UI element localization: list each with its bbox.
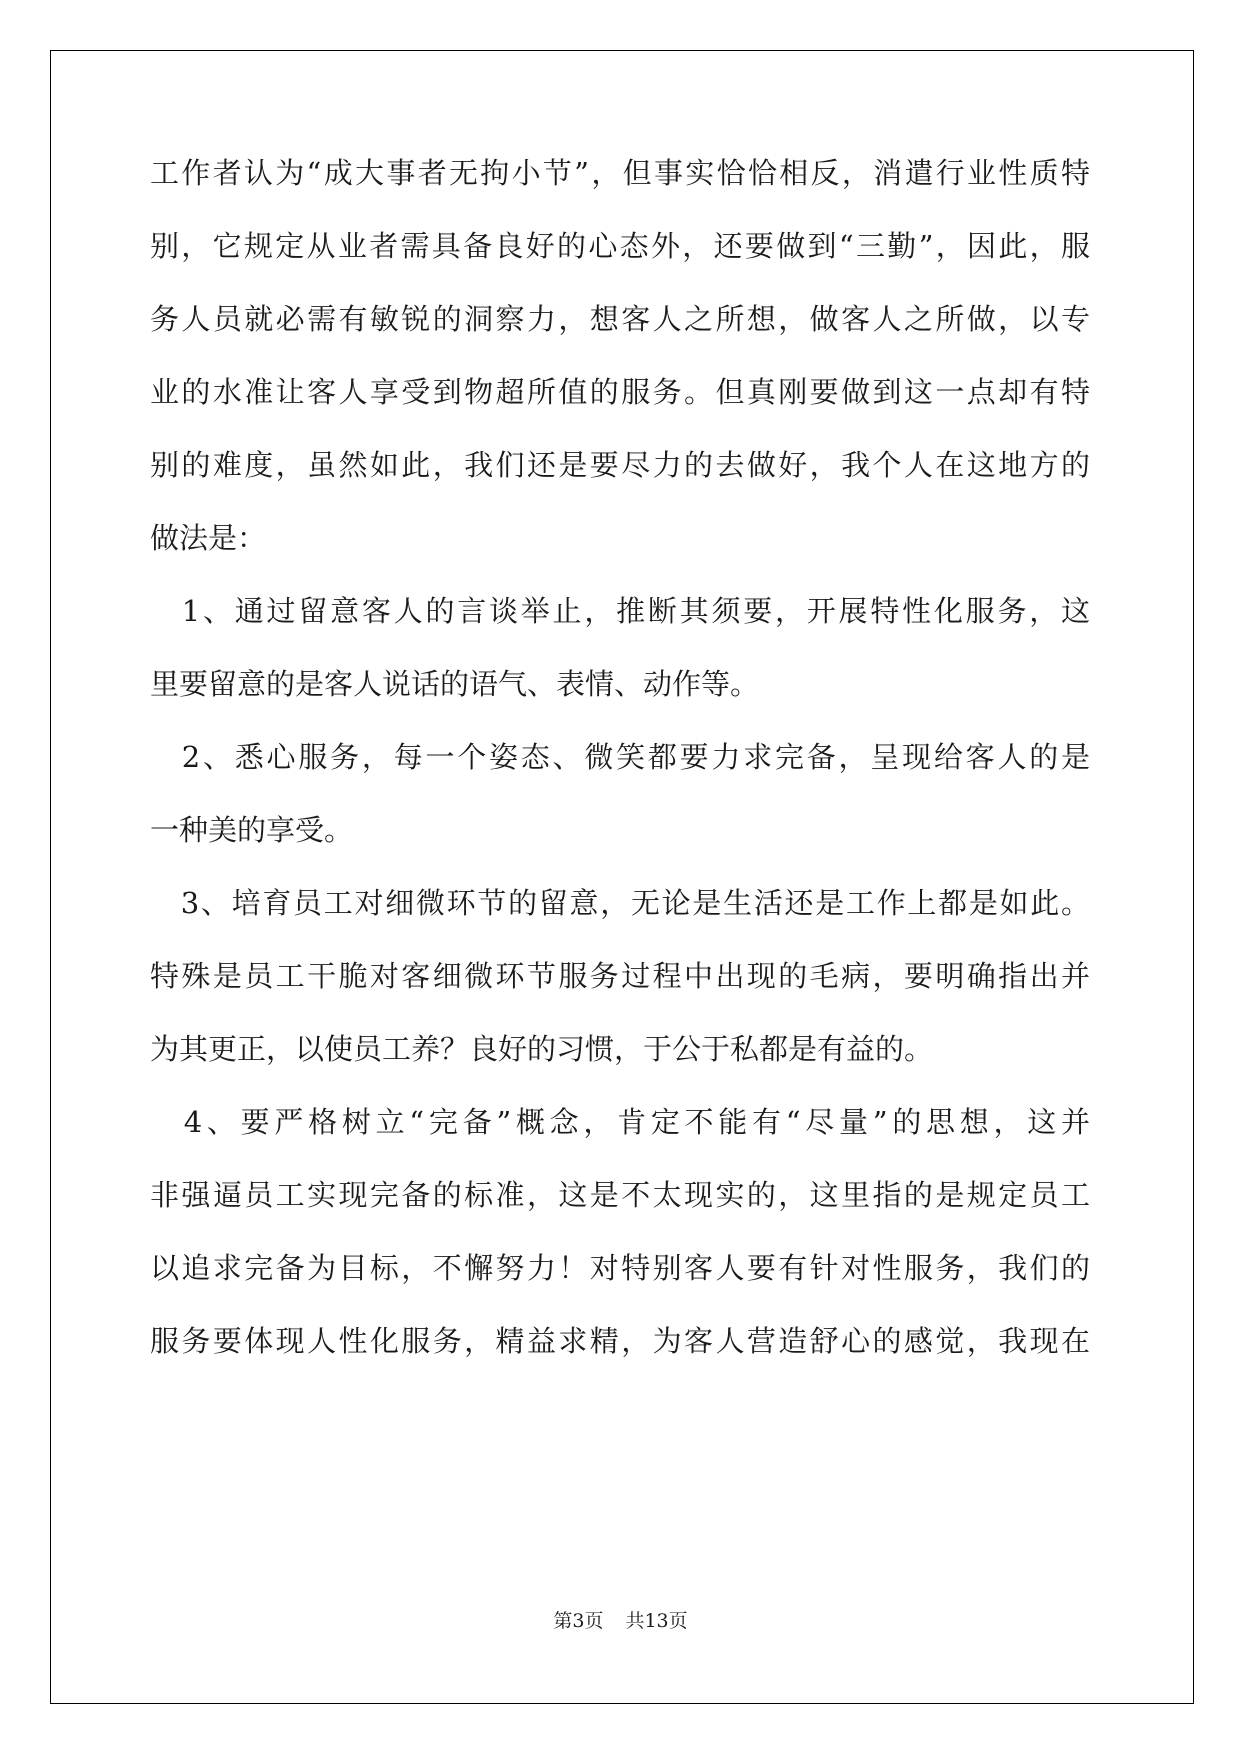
text-line-2: 别，它规定从业者需具备良好的心态外，还要做到“三勤”，因此，服 xyxy=(150,229,1090,263)
page-number-current: 第3页 xyxy=(553,1610,604,1632)
text-line-14: 4、要严格树立“完备”概念，肯定不能有“尽量”的思想，这并 xyxy=(150,1105,1090,1139)
text-line-12: 特殊是员工干脆对客细微环节服务过程中出现的毛病，要明确指出并 xyxy=(150,959,1090,993)
text-line-11: 3、培育员工对细微环节的留意，无论是生活还是工作上都是如此。 xyxy=(150,886,1090,920)
text-line-9: 2、悉心服务，每一个姿态、微笑都要力求完备，呈现给客人的是 xyxy=(150,740,1090,774)
text-line-17: 服务要体现人性化服务，精益求精，为客人营造舒心的感觉，我现在 xyxy=(150,1324,1090,1358)
text-line-3: 务人员就必需有敏锐的洞察力，想客人之所想，做客人之所做，以专 xyxy=(150,302,1090,336)
text-line-6: 做法是： xyxy=(150,521,267,555)
page-footer xyxy=(0,1606,1241,1633)
text-line-8: 里要留意的是客人说话的语气、表情、动作等。 xyxy=(150,667,760,701)
text-line-4: 业的水准让客人享受到物超所值的服务。但真刚要做到这一点却有特 xyxy=(150,375,1090,409)
text-line-10: 一种美的享受。 xyxy=(150,813,354,847)
text-line-15: 非强逼员工实现完备的标准，这是不太现实的，这里指的是规定员工 xyxy=(150,1178,1090,1212)
text-line-7: 1、通过留意客人的言谈举止，推断其须要，开展特性化服务，这 xyxy=(150,594,1090,628)
page-number-total: 共13页 xyxy=(625,1610,688,1632)
text-line-5: 别的难度，虽然如此，我们还是要尽力的去做好，我个人在这地方的 xyxy=(150,448,1090,482)
text-line-16: 以追求完备为目标，不懈努力！对特别客人要有针对性服务，我们的 xyxy=(150,1251,1090,1285)
text-line-1: 工作者认为“成大事者无拘小节”，但事实恰恰相反，消遣行业性质特 xyxy=(150,156,1090,190)
text-line-13: 为其更正，以使员工养？良好的习惯，于公于私都是有益的。 xyxy=(150,1032,934,1066)
